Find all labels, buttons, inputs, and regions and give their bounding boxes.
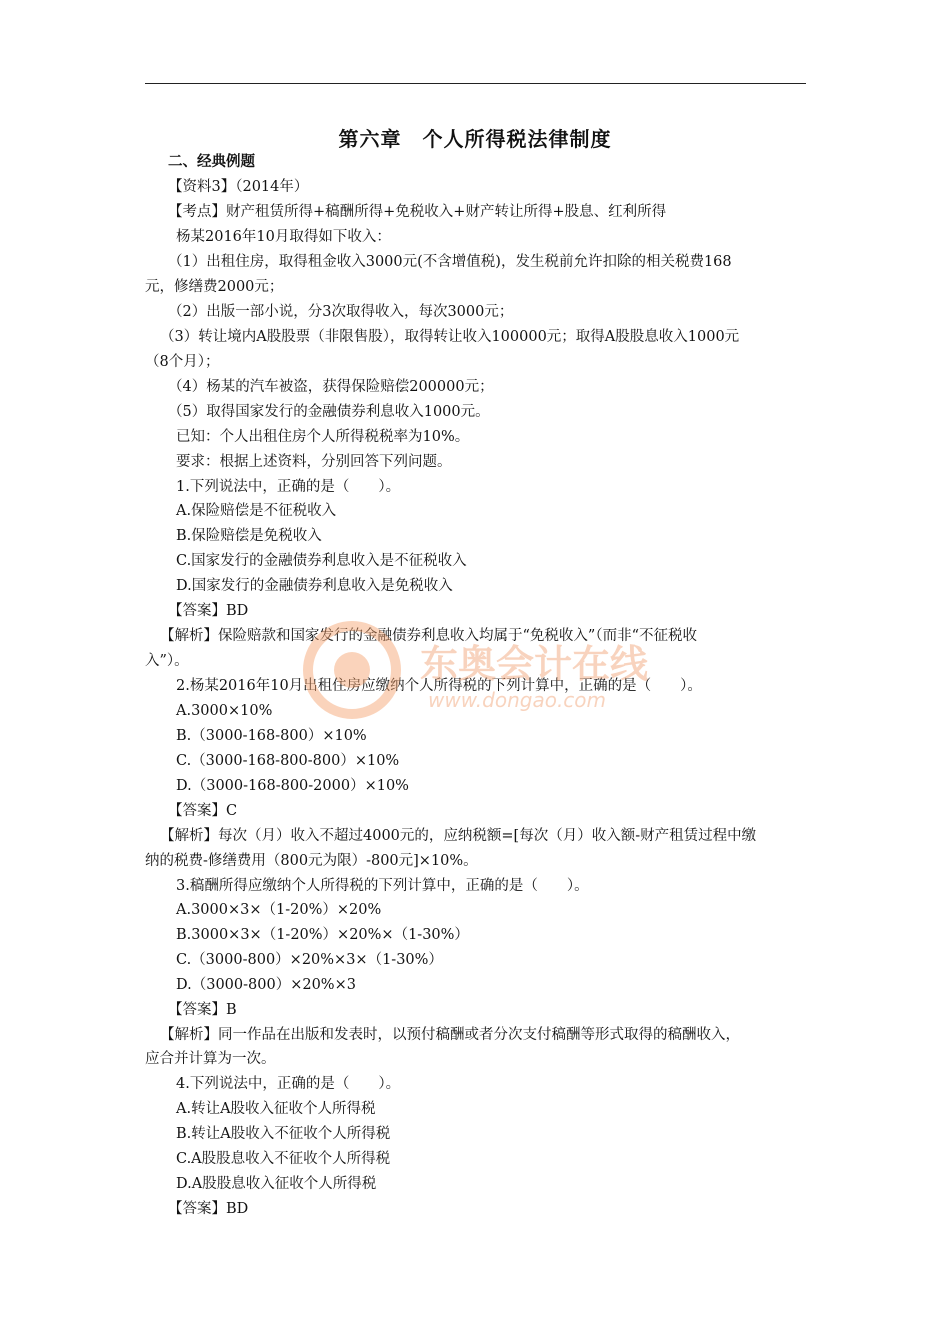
text-line: A.3000×10% (176, 703, 273, 719)
text-line: 【资料3】（2014年） (168, 179, 309, 195)
text-line: 杨某2016年10月取得如下收入： (176, 229, 391, 245)
page-title: 第六章 个人所得税法律制度 (338, 127, 612, 151)
text-line: D.（3000-800）×20%×3 (176, 977, 356, 993)
text-line: B.（3000-168-800）×10% (176, 728, 367, 744)
text-line: D.A股股息收入征收个人所得税 (176, 1176, 377, 1192)
text-line: C.（3000-168-800-800）×10% (176, 753, 400, 769)
text-line: D.国家发行的金融债券利息收入是免税收入 (176, 578, 453, 594)
watermark-url-text: www.dongao.com (428, 688, 607, 712)
text-line: C.A股股息收入不征收个人所得税 (176, 1151, 391, 1167)
text-line: 【解析】每次（月）收入不超过4000元的，应纳税额=[每次（月）收入额-财产租赁过程中缴 (160, 828, 757, 844)
text-line: 纳的税费-修缮费用（800元为限）-800元]×10%。 (145, 853, 478, 869)
watermark-logo (300, 615, 680, 725)
text-line: 【答案】BD (168, 1201, 249, 1217)
text-line: 【考点】财产租赁所得+稿酬所得+免税收入+财产转让所得+股息、红利所得 (168, 204, 667, 220)
text-line: （1）出租住房，取得租金收入3000元(不含增值税)，发生税前允许扣除的相关税费168 (168, 254, 732, 270)
text-line: （4）杨某的汽车被盗，获得保险赔偿200000元； (168, 379, 494, 395)
text-line: （2）出版一部小说，分3次取得收入，每次3000元； (168, 304, 514, 320)
text-line: 要求：根据上述资料，分别回答下列问题。 (176, 454, 452, 470)
text-line: 【解析】同一作品在出版和发表时，以预付稿酬或者分次支付稿酬等形式取得的稿酬收入， (160, 1027, 740, 1043)
text-line: （8个月）； (145, 354, 220, 370)
text-line: 3.稿酬所得应缴纳个人所得税的下列计算中，正确的是（ ）。 (176, 878, 589, 894)
text-line: 应合并计算为一次。 (145, 1051, 276, 1067)
text-line: C.（3000-800）×20%×3×（1-30%） (176, 952, 443, 968)
text-line: 元，修缮费2000元； (145, 279, 284, 295)
text-line: 已知：个人出租住房个人所得税税率为10%。 (176, 429, 470, 445)
text-line: 2.杨某2016年10月出租住房应缴纳个人所得税的下列计算中，正确的是（ ）。 (176, 678, 702, 694)
text-line: C.国家发行的金融债券利息收入是不征税收入 (176, 553, 467, 569)
text-line: A.3000×3×（1-20%）×20% (176, 902, 382, 918)
header-rule (145, 83, 806, 84)
text-line: 【答案】C (168, 803, 238, 819)
text-line: A.转让A股收入征收个人所得税 (176, 1101, 376, 1117)
text-line: A.保险赔偿是不征税收入 (176, 503, 337, 519)
text-line: B.3000×3×（1-20%）×20%×（1-30%） (176, 927, 469, 943)
text-line: B.转让A股收入不征收个人所得税 (176, 1126, 391, 1142)
text-line: B.保险赔偿是免税收入 (176, 528, 322, 544)
text-line: （5）取得国家发行的金融债券利息收入1000元。 (168, 404, 490, 420)
text-line: 【解析】保险赔款和国家发行的金融债券利息收入均属于“免税收入”（而非“不征税收 (160, 628, 697, 644)
text-line: 【答案】BD (168, 603, 249, 619)
text-line: （3）转让境内A股股票（非限售股），取得转让收入100000元；取得A股股息收入1000元 (160, 329, 740, 345)
text-line: 入”）。 (145, 653, 189, 669)
text-line: 【答案】B (168, 1002, 237, 1018)
text-line: 二、经典例题 (168, 154, 255, 170)
text-line: 4.下列说法中，正确的是（ ）。 (176, 1076, 401, 1092)
text-line: 1.下列说法中，正确的是（ ）。 (176, 479, 401, 495)
watermark-brand-text: 东奥会计在线 (420, 642, 649, 686)
text-line: D.（3000-168-800-2000）×10% (176, 778, 409, 794)
